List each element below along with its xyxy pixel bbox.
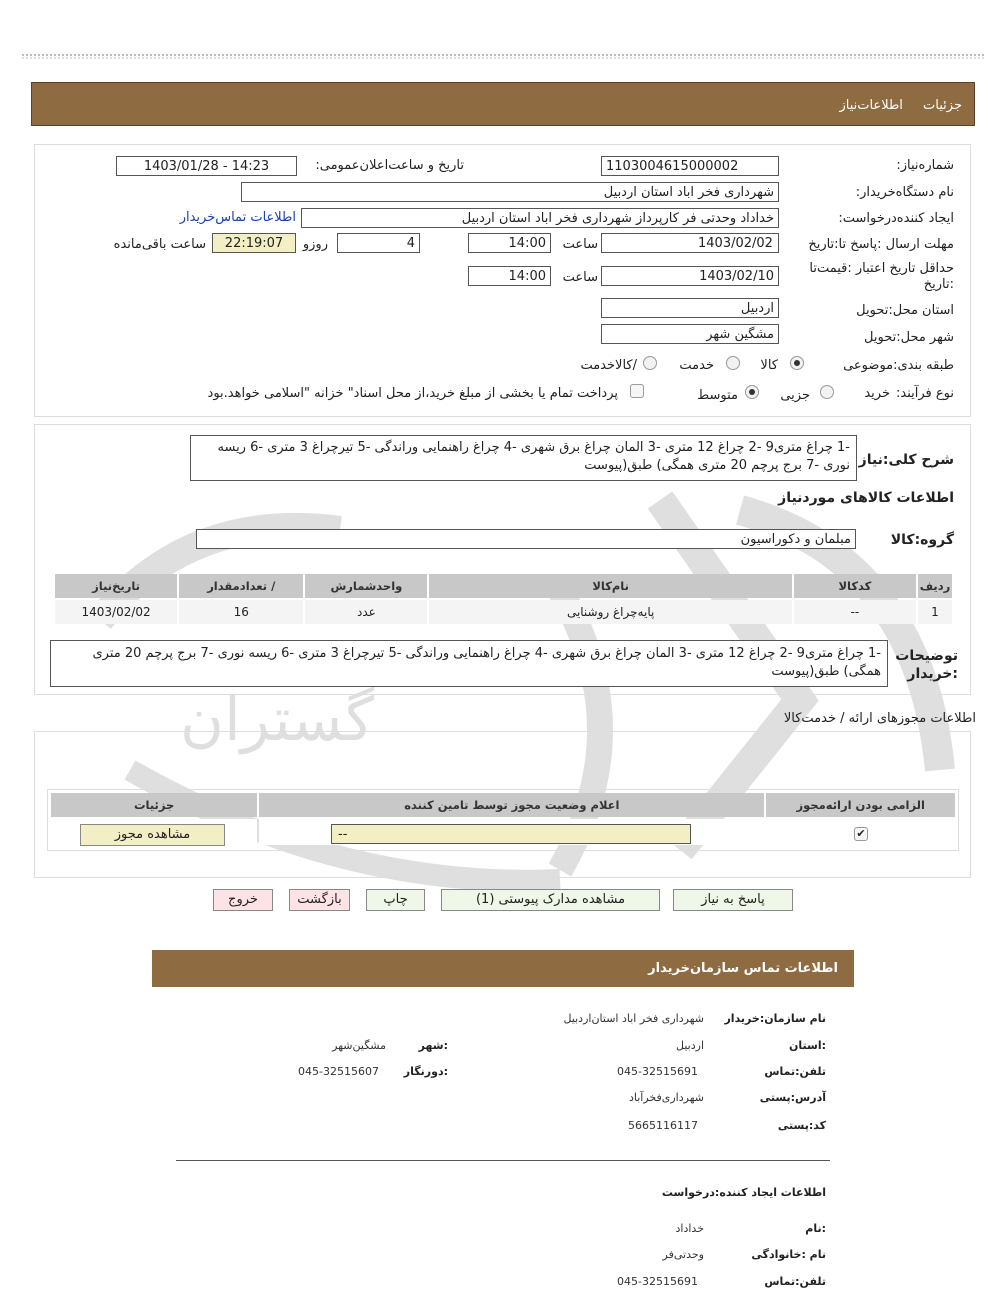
days-label: روزو	[302, 237, 328, 252]
page-header	[31, 82, 975, 126]
contact-postal-value: 5665116117	[628, 1119, 698, 1132]
need-number-label: شماره‌نیاز:	[896, 158, 954, 173]
creator-family-value: وحدتی‌فر	[662, 1248, 704, 1261]
col-date: تاریخ‌نیاز	[55, 574, 177, 598]
creator-section-title: اطلاعات ایجاد کننده:درخواست	[661, 1186, 826, 1199]
category-goods-service-radio[interactable]	[643, 356, 657, 370]
buyer-notes-label-1: توضیحات	[895, 648, 958, 664]
remaining-label: ساعت باقی‌مانده	[113, 237, 206, 252]
col-name: نام‌کالا	[429, 574, 791, 598]
city-label: شهر محل:تحویل	[864, 330, 954, 345]
announce-field: 1403/01/28 - 14:23	[116, 156, 297, 176]
contact-address-label: آدرس:پستی	[759, 1091, 826, 1104]
category-goods-label: کالا	[760, 358, 778, 373]
goods-group-label: گروه:کالا	[890, 532, 954, 548]
permits-table-header	[51, 793, 955, 817]
contact-divider	[176, 1160, 830, 1161]
category-goods-radio[interactable]	[790, 356, 804, 370]
process-label: نوع فرآیند:	[896, 386, 954, 401]
process-small-label: جزیی	[780, 388, 810, 403]
cell-name: پایه‌چراغ روشنایی	[429, 600, 791, 624]
col-row: ردیف	[918, 574, 952, 598]
contact-postal-label: کد:پستی	[777, 1119, 826, 1132]
col-permit-required: الزامی بودن ارائه‌مجوز	[766, 793, 955, 817]
permit-status-field[interactable]: --	[331, 824, 691, 844]
creator-phone-value: 045-32515691	[617, 1275, 698, 1288]
creator-label: ایجاد کننده‌درخواست:	[838, 211, 954, 226]
goods-group-field: مبلمان و دکوراسیون	[196, 529, 856, 549]
category-service-label: خدمت	[679, 358, 714, 373]
validity-label-2: :تاریخ	[923, 277, 954, 292]
creator-phone-label: تلفن:تماس	[764, 1275, 826, 1288]
col-unit: واحدشمارش	[305, 574, 427, 598]
attachments-button[interactable]: مشاهده مدارک پیوستی (1)	[441, 889, 660, 911]
col-code: کدکالا	[794, 574, 916, 598]
send-hour-label: ساعت	[562, 237, 598, 252]
creator-family-label: نام :خانوادگی	[751, 1248, 826, 1261]
province-field: اردبیل	[601, 298, 779, 318]
cell-row: 1	[918, 600, 952, 624]
cell-qty: 16	[179, 600, 303, 624]
remaining-time-field: 22:19:07	[212, 233, 296, 253]
process-small-radio[interactable]	[820, 385, 834, 399]
creator-name-label: :نام	[805, 1222, 826, 1235]
col-qty: / تعدادمقدار	[179, 574, 303, 598]
process-medium-radio[interactable]	[745, 385, 759, 399]
city-field: مشگین شهر	[601, 324, 779, 344]
contact-province-label: :استان	[789, 1039, 826, 1052]
validity-date-field: 1403/02/10	[601, 266, 779, 286]
process-medium-label: متوسط	[697, 388, 738, 403]
col-permit-details: جزئیات	[51, 793, 257, 817]
goods-info-label: اطلاعات کالاهای موردنیاز	[778, 490, 954, 506]
watermark-text: گستران	[180, 685, 375, 755]
cell-date: 1403/02/02	[55, 600, 177, 624]
permits-title: اطلاعات مجوزهای ارائه / خدمت‌کالا	[783, 711, 976, 726]
category-goods-service-label: /کالاخدمت	[580, 358, 637, 373]
validity-hour-label: ساعت	[562, 270, 598, 285]
view-permit-button[interactable]: مشاهده مجوز	[80, 824, 225, 846]
contact-org-label: نام سازمان:خریدار	[724, 1012, 826, 1025]
buyer-field: شهرداری فخر اباد استان اردبیل	[241, 182, 779, 202]
reply-button[interactable]: پاسخ به نیاز	[673, 889, 793, 911]
top-divider	[22, 54, 984, 59]
col-permit-status: اعلام وضعیت مجوز توسط تامین کننده	[259, 793, 764, 817]
buyer-notes-text: -1 چراغ متری9 -2 چراغ 12 متری -3 المان چراغ برق شهری -4 چراغ راهنمایی وراندگی -5 تیرچراغ 3 متری -6 ریسه نوری -7 برج پرچم 20 متری همگی) طبق(پیوست	[50, 640, 888, 687]
payment-note: پرداخت تمام یا بخشی از مبلغ خرید،از محل اسناد" خزانه "اسلامی خواهد.بود	[207, 386, 618, 401]
contact-city-value: مشگین‌شهر	[332, 1039, 386, 1052]
category-label: طبقه بندی:موضوعی	[843, 358, 954, 373]
header-info: اطلاعات‌نیاز	[839, 98, 903, 113]
permit-required-checkbox: ✔	[854, 827, 868, 841]
category-service-radio[interactable]	[726, 356, 740, 370]
exit-button[interactable]: خروج	[213, 889, 273, 911]
summary-text: -1 چراغ متری9 -2 چراغ 12 متری -3 المان چراغ برق شهری -4 چراغ راهنمایی وراندگی -5 تیرچراغ 3 متری -6 ریسه نوری -7 برج پرچم 20 متری همگی) طبق(پیوست	[190, 435, 857, 481]
buyer-notes-label-2: :خریدار	[907, 666, 958, 682]
back-button[interactable]: بازگشت	[289, 889, 350, 911]
header-details[interactable]: جزئیات	[923, 98, 962, 113]
validity-time-field: 14:00	[468, 266, 551, 286]
summary-label: شرح کلی:نیاز	[858, 452, 954, 468]
announce-label: تاریخ و ساعت‌اعلان‌عمومی:	[315, 158, 464, 173]
cell-unit: عدد	[305, 600, 427, 624]
buyer-contact-link[interactable]: اطلاعات تماس‌خریدار	[179, 210, 296, 225]
goods-table	[53, 572, 954, 626]
send-deadline-label: مهلت ارسال :پاسخ تا:تاریخ	[808, 237, 954, 252]
need-number-field: 1103004615000002	[601, 156, 779, 176]
contact-fax-value: 045-32515607	[298, 1065, 379, 1078]
contact-org-value: شهرداری فخر اباد استان‌اردبیل	[563, 1012, 704, 1025]
goods-table-header	[55, 574, 952, 598]
send-date-field: 1403/02/02	[601, 233, 779, 253]
process-buy-label: خرید	[864, 386, 890, 401]
contact-phone-value: 045-32515691	[617, 1065, 698, 1078]
table-row	[55, 600, 952, 624]
contact-fax-label: :دورنگار	[403, 1065, 448, 1078]
buyer-label: نام دستگاه‌خریدار:	[855, 185, 954, 200]
creator-field: خداداد وحدتی فر کارپرداز شهرداری فخر اباد استان اردبیل	[301, 208, 779, 228]
province-label: استان محل:تحویل	[856, 303, 954, 318]
contact-phone-label: تلفن:تماس	[764, 1065, 826, 1078]
creator-name-value: خداداد	[675, 1222, 704, 1235]
contact-header: اطلاعات تماس سازمان‌خریدار	[152, 950, 854, 987]
days-field: 4	[337, 233, 420, 253]
contact-city-label: :شهر	[418, 1039, 448, 1052]
validity-label-1: حداقل تاریخ اعتبار :قیمت‌تا	[809, 261, 954, 276]
cell-code: --	[794, 600, 916, 624]
print-button[interactable]: چاپ	[366, 889, 425, 911]
contact-address-value: شهرداری‌فخرآباد	[628, 1091, 704, 1104]
treasury-payment-checkbox[interactable]	[630, 384, 644, 398]
contact-province-value: اردبیل	[676, 1039, 704, 1052]
send-time-field: 14:00	[468, 233, 551, 253]
